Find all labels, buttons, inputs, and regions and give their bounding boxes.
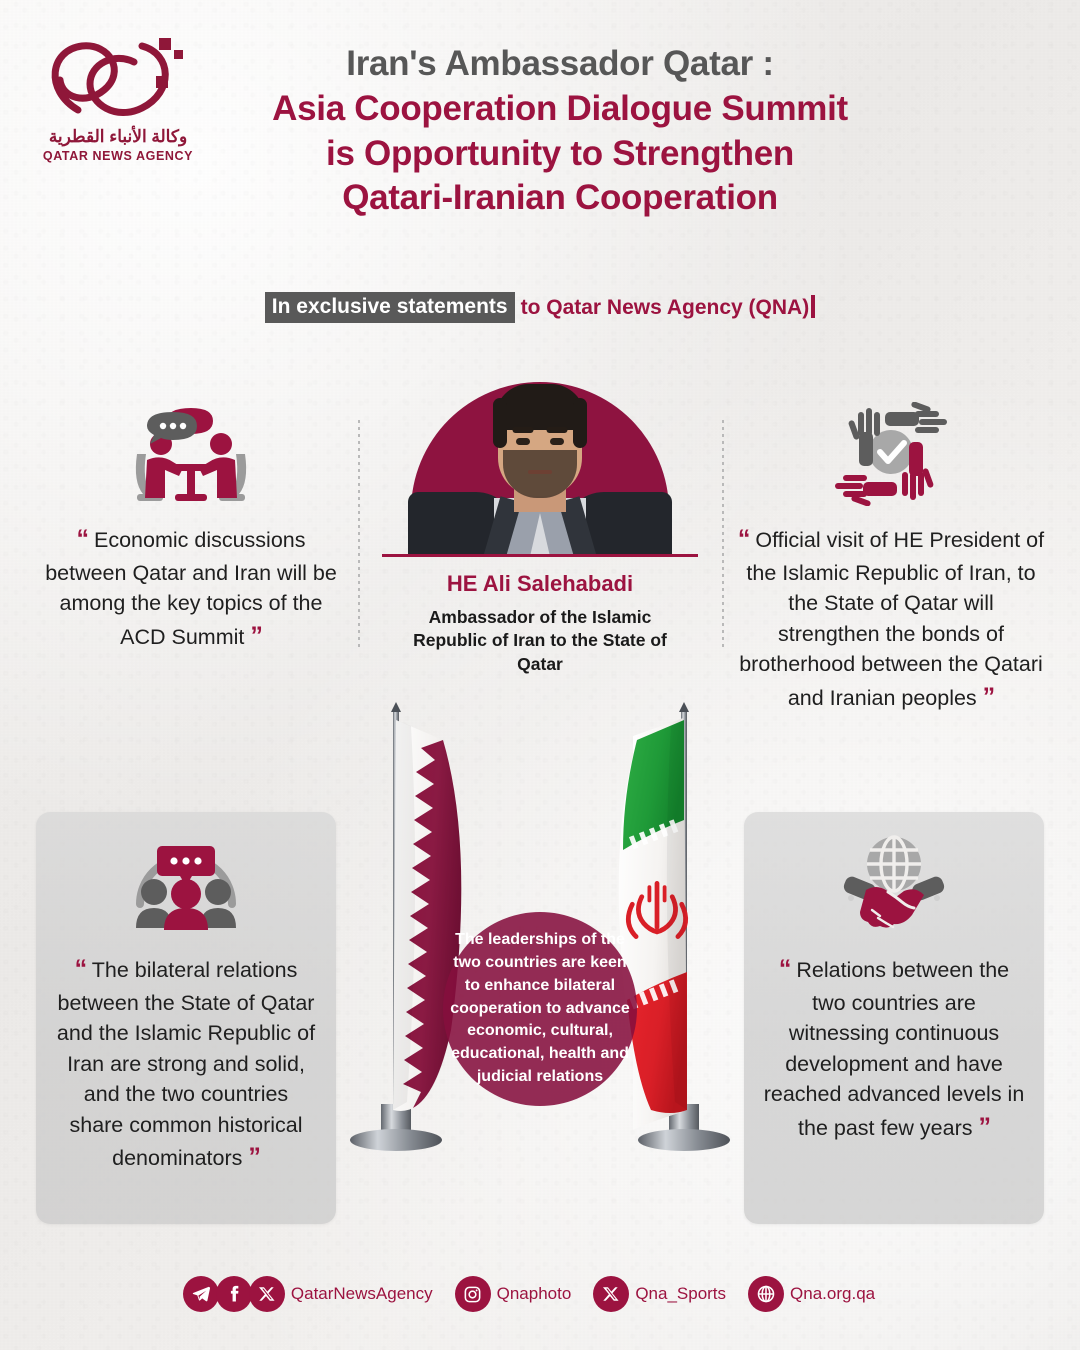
- quote-body: Economic discussions between Qatar and Iran will be among the key topics of the ACD Summit: [45, 528, 337, 649]
- globe-icon: [867, 837, 921, 891]
- close-quote-mark: ”: [248, 1143, 260, 1172]
- logo-english-name: QATAR NEWS AGENCY: [42, 149, 194, 163]
- headline-line-3: is Opportunity to Strengthen: [326, 133, 794, 173]
- group-speech-bubble-icon: [36, 812, 336, 952]
- x-twitter-icon[interactable]: [249, 1276, 285, 1312]
- quote-top-left-text: [36, 522, 346, 654]
- quote-body: Official visit of HE President of the Islamic Republic of Iran, to the State of Qatar will strengthen the bonds of brotherhood between the Qatari and Iranian peoples: [739, 528, 1045, 710]
- social-handle-main[interactable]: QatarNewsAgency: [290, 1284, 433, 1303]
- social-handle-website[interactable]: Qna.org.qa: [790, 1284, 876, 1303]
- person-card: [382, 372, 698, 676]
- social-group-instagram: [455, 1276, 594, 1312]
- subtitle-end-bar: [811, 295, 815, 318]
- social-group-website: [748, 1276, 897, 1312]
- globe-icon[interactable]: [748, 1276, 784, 1312]
- subtitle-highlight: In exclusive statements: [265, 292, 515, 323]
- headline-line-4: Qatari-Iranian Cooperation: [342, 178, 778, 218]
- close-quote-mark: ”: [982, 682, 995, 711]
- logo-arabic-name: وكالة الأنباء القطرية: [48, 127, 188, 146]
- quote-bottom-right-text: [744, 952, 1044, 1145]
- quote-bottom-left-text: [36, 952, 336, 1176]
- facebook-icon[interactable]: [216, 1276, 252, 1312]
- globe-handshake-icon: [744, 812, 1044, 952]
- close-quote-mark: ”: [978, 1112, 990, 1141]
- person-name: HE Ali Salehabadi: [446, 571, 634, 596]
- quote-top-right-text: [736, 522, 1046, 715]
- close-quote-mark: ”: [250, 621, 262, 650]
- instagram-icon[interactable]: [455, 1276, 491, 1312]
- social-group-sports: [593, 1276, 748, 1312]
- headline-line-1: Iran's Ambassador Qatar :: [346, 44, 774, 83]
- quote-top-right: [736, 398, 1046, 715]
- quote-card-bottom-right: [744, 812, 1044, 1224]
- center-statement: [443, 912, 637, 1106]
- quote-body: The bilateral relations between the State of Qatar and the Islamic Republic of Iran are strong and solid, and the two countries share common historical denominators: [56, 958, 316, 1171]
- open-quote-mark: “: [778, 955, 791, 983]
- person-photo: [382, 372, 698, 554]
- quote-body: Relations between the two countries are witnessing continuous development and have reached advanced levels in the past few years: [763, 958, 1025, 1140]
- four-hands-check-icon: [736, 398, 1046, 510]
- subtitle-bar: [0, 292, 1080, 323]
- social-handle-sports[interactable]: Qna_Sports: [635, 1284, 727, 1303]
- headline-line-2: Asia Cooperation Dialogue Summit: [272, 88, 848, 128]
- social-group-main: [183, 1276, 455, 1312]
- open-quote-mark: “: [74, 955, 87, 983]
- person-role: Ambassador of the Islamic Republic of Iran to the State of Qatar: [413, 607, 667, 674]
- divider-right: [722, 420, 724, 648]
- center-statement-text: The leaderships of the two countries are keen to enhance bilateral cooperation to advance economic, cultural, educational, health and judicial relations: [450, 931, 630, 1085]
- divider-left: [358, 420, 360, 648]
- page-title: [210, 42, 910, 221]
- open-quote-mark: “: [76, 525, 88, 553]
- quote-top-left: [36, 398, 346, 654]
- avatar: [411, 372, 669, 554]
- meeting-discussion-icon: [36, 398, 346, 510]
- x-twitter-icon[interactable]: [593, 1276, 629, 1312]
- subtitle-rest: to Qatar News Agency (QNA): [520, 295, 810, 319]
- open-quote-mark: “: [737, 525, 750, 553]
- photo-underline: [382, 554, 698, 557]
- social-footer: [0, 1276, 1080, 1312]
- quote-card-bottom-left: [36, 812, 336, 1224]
- qna-logo: [38, 28, 198, 176]
- qna-atom-logo-icon: [38, 28, 198, 128]
- social-handle-instagram[interactable]: Qnaphoto: [496, 1284, 572, 1303]
- telegram-icon[interactable]: [183, 1276, 219, 1312]
